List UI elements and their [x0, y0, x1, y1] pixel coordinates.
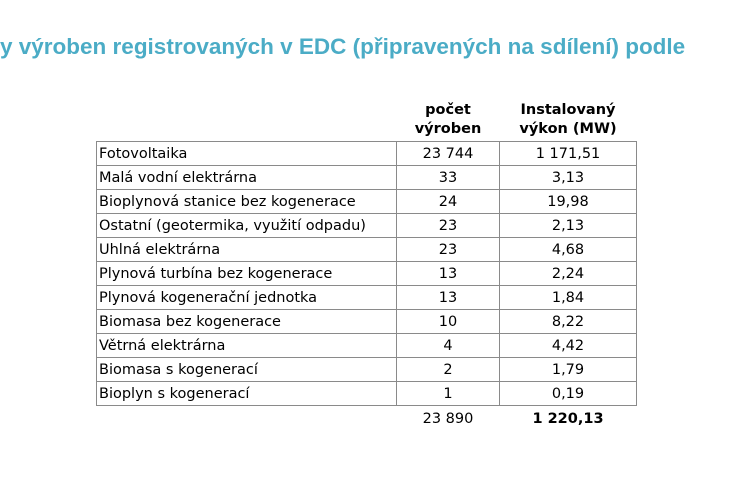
row-name: Větrná elektrárna [97, 334, 397, 358]
row-name: Bioplynová stanice bez kogenerace [97, 190, 397, 214]
table-row [97, 262, 637, 286]
row-power: 3,13 [500, 166, 637, 190]
table-row [97, 310, 637, 334]
row-name: Bioplyn s kogenerací [97, 382, 397, 406]
header-name [97, 95, 397, 142]
table-row [97, 166, 637, 190]
row-count: 2 [397, 358, 500, 382]
header-count: počet výroben [414, 102, 482, 137]
row-name: Fotovoltaika [97, 142, 397, 166]
row-count: 10 [397, 310, 500, 334]
table-row [97, 214, 637, 238]
row-power: 1 171,51 [500, 142, 637, 166]
row-count: 4 [397, 334, 500, 358]
table-row [97, 238, 637, 262]
row-name: Uhlná elektrárna [97, 238, 397, 262]
row-power: 1,84 [500, 286, 637, 310]
total-power: 1 220,13 [532, 411, 604, 427]
table-row [97, 382, 637, 406]
row-power: 0,19 [500, 382, 637, 406]
row-name: Malá vodní elektrárna [97, 166, 397, 190]
row-count: 23 [397, 214, 500, 238]
row-name: Plynová kogenerační jednotka [97, 286, 397, 310]
row-power: 4,68 [500, 238, 637, 262]
table-row [97, 334, 637, 358]
slide-title: y výroben registrovaných v EDC (připravených na sdílení) podle [0, 34, 686, 59]
table-header-row [97, 95, 637, 142]
row-power: 19,98 [500, 190, 637, 214]
row-name: Ostatní (geotermika, využití odpadu) [97, 214, 397, 238]
header-power: Instalovaný výkon (MW) [519, 102, 617, 137]
table-row [97, 142, 637, 166]
production-table [96, 95, 637, 432]
row-count: 13 [397, 262, 500, 286]
row-name: Biomasa s kogenerací [97, 358, 397, 382]
row-name: Plynová turbína bez kogenerace [97, 262, 397, 286]
row-power: 4,42 [500, 334, 637, 358]
table-row [97, 358, 637, 382]
total-count: 23 890 [422, 411, 474, 427]
row-count: 33 [397, 166, 500, 190]
row-power: 2,13 [500, 214, 637, 238]
row-power: 1,79 [500, 358, 637, 382]
total-row [97, 406, 637, 433]
table-row [97, 190, 637, 214]
table-row [97, 286, 637, 310]
row-count: 1 [397, 382, 500, 406]
row-count: 23 744 [397, 142, 500, 166]
row-power: 2,24 [500, 262, 637, 286]
row-count: 23 [397, 238, 500, 262]
row-count: 24 [397, 190, 500, 214]
total-label [97, 406, 397, 433]
row-count: 13 [397, 286, 500, 310]
row-power: 8,22 [500, 310, 637, 334]
row-name: Biomasa bez kogenerace [97, 310, 397, 334]
